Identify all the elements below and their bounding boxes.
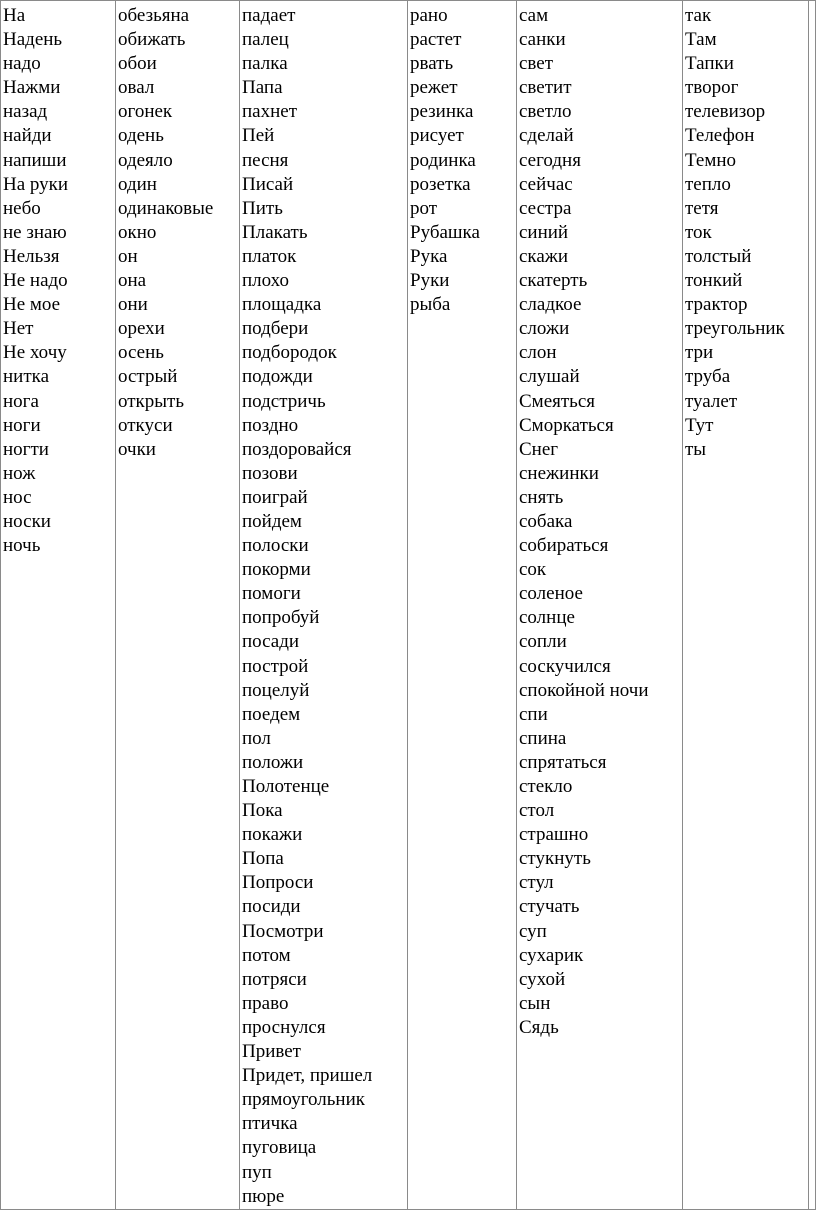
word-item: стол (519, 800, 555, 822)
word-item: Посмотри (242, 920, 324, 942)
word-item: ток (685, 221, 712, 243)
word-item: рисует (410, 125, 464, 147)
word-item: Смеяться (519, 390, 596, 412)
word-item: носки (3, 510, 51, 532)
word-item: творог (685, 77, 739, 99)
word-item: Писай (242, 173, 294, 195)
word-item: одеяло (118, 149, 173, 171)
word-item: толстый (685, 245, 752, 267)
word-item: розетка (410, 173, 471, 195)
word-item: откуси (118, 414, 173, 436)
word-item: сок (519, 559, 547, 581)
word-item: назад (3, 101, 48, 123)
word-item: пол (242, 727, 271, 749)
word-item: Придет, пришел (242, 1065, 373, 1087)
word-item: Темно (685, 149, 737, 171)
word-item: спокойной ночи (519, 679, 649, 701)
word-item: Там (685, 29, 717, 51)
word-item: подстричь (242, 390, 326, 412)
word-item: поцелуй (242, 679, 310, 701)
word-item: светло (519, 101, 572, 123)
word-item: Нет (3, 318, 34, 340)
word-item: посиди (242, 896, 301, 918)
word-item: Сядь (519, 1016, 559, 1038)
word-item: подожди (242, 366, 313, 388)
word-item: поздоровайся (242, 438, 352, 460)
word-item: синий (519, 221, 569, 243)
word-item: свет (519, 53, 554, 75)
word-item: одинаковые (118, 197, 214, 219)
word-item: Тапки (685, 53, 734, 75)
word-item: нога (3, 390, 39, 412)
word-item: сегодня (519, 149, 581, 171)
word-item: труба (685, 366, 731, 388)
word-item: поиграй (242, 486, 308, 508)
word-item: трактор (685, 294, 748, 316)
word-item: острый (118, 366, 178, 388)
word-item: три (685, 342, 714, 364)
word-item: тетя (685, 197, 719, 219)
word-item: поздно (242, 414, 299, 436)
word-item: светит (519, 77, 572, 99)
word-item: собираться (519, 535, 609, 557)
word-item: потряси (242, 968, 307, 990)
table-row (1, 1, 816, 1210)
word-item: сухой (519, 968, 566, 990)
word-item: треугольник (685, 318, 785, 340)
word-item: телевизор (685, 101, 766, 123)
column-cell-3 (240, 1, 408, 1210)
word-item: палец (242, 29, 289, 51)
word-item: рано (410, 5, 448, 26)
word-item: очки (118, 438, 156, 460)
word-item: она (118, 270, 147, 292)
word-item: открыть (118, 390, 185, 412)
word-item: санки (519, 29, 566, 51)
word-item: окно (118, 221, 157, 243)
word-item: небо (3, 197, 41, 219)
word-item: не знаю (3, 221, 67, 243)
word-item: снять (519, 486, 564, 508)
column-cell-4 (408, 1, 517, 1210)
word-list-col-1 (1, 1, 115, 558)
word-item: родинка (410, 149, 476, 171)
word-item: пюре (242, 1185, 285, 1207)
word-item: посади (242, 631, 300, 653)
word-item: туалет (685, 390, 738, 412)
word-item: пуговица (242, 1137, 317, 1159)
word-item: орехи (118, 318, 165, 340)
word-item: стукнуть (519, 848, 591, 870)
word-item: Телефон (685, 125, 755, 147)
word-item: обезьяна (118, 5, 190, 26)
word-item: Тут (685, 414, 714, 436)
word-item: солнце (519, 607, 575, 629)
column-cell-2 (116, 1, 240, 1210)
word-item: страшно (519, 824, 589, 846)
word-item: спрятаться (519, 751, 607, 773)
word-item: Рука (410, 245, 448, 267)
word-item: тепло (685, 173, 731, 195)
word-item: сопли (519, 631, 567, 653)
word-item: ногти (3, 438, 49, 460)
word-item: Руки (410, 270, 450, 292)
word-item: положи (242, 751, 304, 773)
word-item: проснулся (242, 1016, 326, 1038)
word-list-col-3 (240, 1, 407, 1209)
word-item: рот (410, 197, 438, 219)
word-item: собака (519, 510, 573, 532)
word-item: покажи (242, 824, 303, 846)
word-item: Рубашка (410, 221, 480, 243)
word-item: сам (519, 5, 549, 26)
word-item: площадка (242, 294, 322, 316)
word-item: Попроси (242, 872, 314, 894)
word-item: резинка (410, 101, 474, 123)
word-item: Нельзя (3, 245, 60, 267)
word-item: соскучился (519, 655, 611, 677)
word-item: режет (410, 77, 458, 99)
word-item: обижать (118, 29, 186, 51)
column-cell-1 (1, 1, 116, 1210)
word-item: Не мое (3, 294, 61, 316)
word-list-col-2 (116, 1, 239, 462)
word-item: палка (242, 53, 288, 75)
word-item: пуп (242, 1161, 272, 1183)
word-item: Плакать (242, 221, 308, 243)
word-item: соленое (519, 583, 583, 605)
word-item: пахнет (242, 101, 298, 123)
word-item: Папа (242, 77, 283, 99)
word-item: помоги (242, 583, 301, 605)
empty-edge-cell (809, 1, 816, 1210)
word-item: сейчас (519, 173, 573, 195)
word-item: падает (242, 5, 296, 26)
word-item: полоски (242, 535, 309, 557)
word-item: покорми (242, 559, 311, 581)
word-item: На руки (3, 173, 69, 195)
word-item: один (118, 173, 157, 195)
word-item: Пока (242, 800, 283, 822)
word-item: право (242, 992, 289, 1014)
word-item: плохо (242, 270, 289, 292)
word-item: пойдем (242, 510, 302, 532)
word-item: Полотенце (242, 776, 330, 797)
word-item: так (685, 5, 712, 26)
word-item: огонек (118, 101, 173, 123)
word-item: скатерть (519, 270, 588, 292)
word-item: Привет (242, 1041, 301, 1063)
word-item: Пить (242, 197, 283, 219)
word-item: Попа (242, 848, 284, 870)
word-item: овал (118, 77, 155, 99)
word-item: Не хочу (3, 342, 67, 364)
word-list-col-5 (517, 1, 682, 1040)
word-item: напиши (3, 149, 67, 171)
word-item: нитка (3, 366, 50, 388)
word-item: растет (410, 29, 462, 51)
word-item: позови (242, 462, 298, 484)
word-item: поедем (242, 703, 301, 725)
word-item: рвать (410, 53, 454, 75)
word-item: стучать (519, 896, 580, 918)
word-item: сухарик (519, 944, 584, 966)
word-item: Сморкаться (519, 414, 614, 436)
word-item: построй (242, 655, 309, 677)
word-item: нос (3, 486, 32, 508)
word-item: Пей (242, 125, 275, 147)
word-item: обои (118, 53, 157, 75)
word-list-col-6 (683, 1, 808, 462)
word-item: слон (519, 342, 557, 364)
column-cell-5 (517, 1, 683, 1210)
word-item: одень (118, 125, 164, 147)
word-item: сестра (519, 197, 572, 219)
word-item: Нажми (3, 77, 61, 99)
word-item: осень (118, 342, 164, 364)
word-item: песня (242, 149, 289, 171)
word-item: Не надо (3, 270, 68, 292)
word-item: платок (242, 245, 297, 267)
word-item: Надень (3, 29, 63, 51)
column-cell-6 (683, 1, 809, 1210)
word-item: Снег (519, 438, 559, 460)
word-item: рыба (410, 294, 451, 316)
word-item: потом (242, 944, 291, 966)
word-item: сделай (519, 125, 574, 147)
word-item: стекло (519, 776, 573, 797)
word-item: прямоугольник (242, 1089, 365, 1111)
word-item: тонкий (685, 270, 743, 292)
word-item: суп (519, 920, 547, 942)
word-item: они (118, 294, 148, 316)
word-item: скажи (519, 245, 569, 267)
word-item: На (3, 5, 26, 26)
word-item: ночь (3, 535, 41, 557)
word-item: спи (519, 703, 548, 725)
word-item: сын (519, 992, 551, 1014)
word-item: сладкое (519, 294, 582, 316)
word-item: надо (3, 53, 41, 75)
word-item: птичка (242, 1113, 298, 1135)
word-item: слушай (519, 366, 580, 388)
word-item: спина (519, 727, 567, 749)
word-item: снежинки (519, 462, 599, 484)
word-item: нож (3, 462, 36, 484)
word-item: он (118, 245, 138, 267)
word-item: ты (685, 438, 707, 460)
word-item: подбородок (242, 342, 337, 364)
word-item: попробуй (242, 607, 320, 629)
word-item: сложи (519, 318, 570, 340)
word-item: найди (3, 125, 52, 147)
word-list-col-4 (408, 1, 516, 317)
word-item: стул (519, 872, 554, 894)
word-item: подбери (242, 318, 309, 340)
word-item: ноги (3, 414, 41, 436)
